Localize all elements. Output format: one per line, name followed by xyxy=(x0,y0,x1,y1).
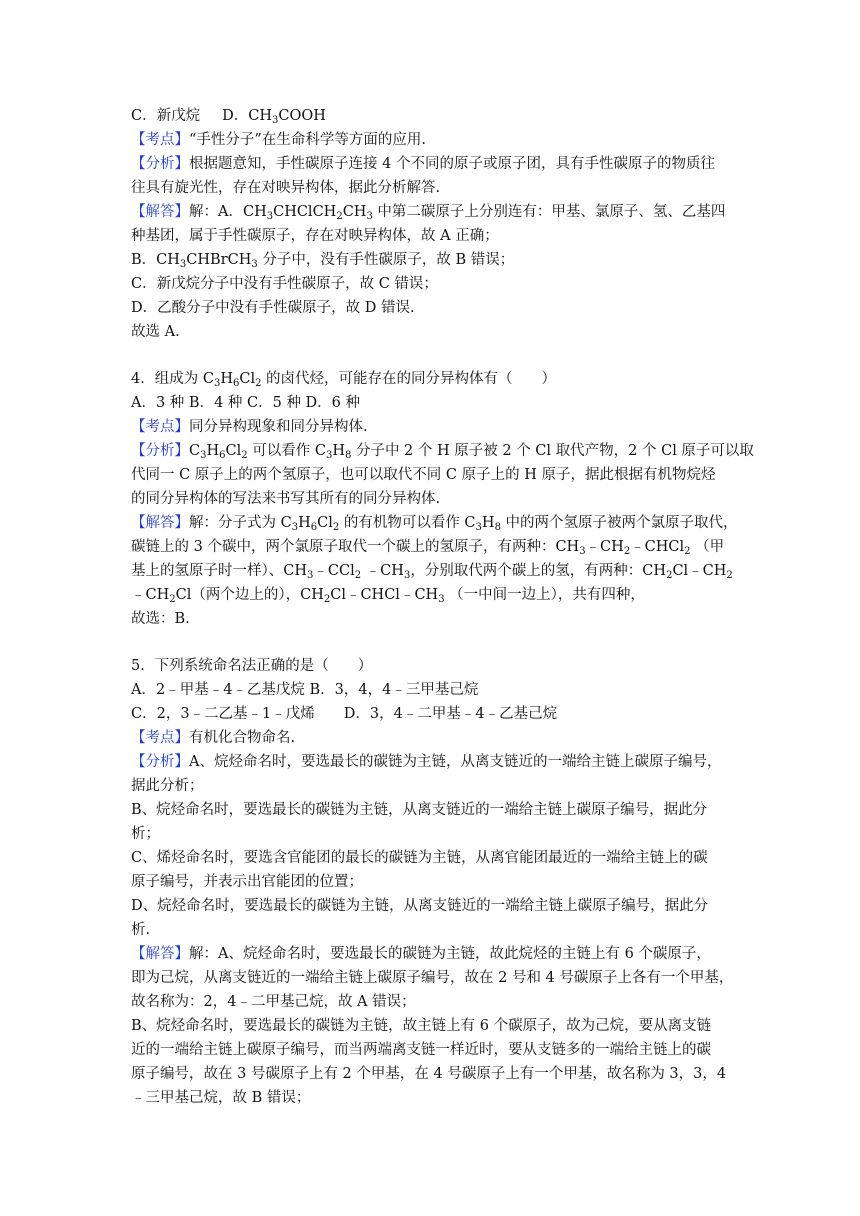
jieda-tag: 【解答】 xyxy=(131,946,189,962)
q4-stem: 4．组成为 $C_3H_6Cl_2$ 的卤代烃，可能存在的同分异构体有（ ） xyxy=(131,371,557,389)
q5-fenxi: 【分析】A、烷烃命名时，要选最长的碳链为主链，从离支链近的一端给主链上碳原子编号， xyxy=(131,754,722,770)
kaodian-tag: 【考点】 xyxy=(131,419,189,435)
q4-options: A．3 种 B．4 种 C．5 种 D．6 种 xyxy=(131,395,361,411)
q3-jieda-line: D．乙酸分子中没有手性碳原子，故 D 错误. xyxy=(131,300,415,316)
kaodian-tag: 【考点】 xyxy=(131,730,189,746)
q3-fenxi-cont: 往具有旋光性，存在对映异构体，据此分析解答. xyxy=(131,180,441,196)
q3-fenxi: 【分析】根据题意知，手性碳原子连接 4 个不同的原子或原子团，具有手性碳原子的物质往 xyxy=(131,156,715,172)
q4-jieda: 【解答】解：分子式为 $C_3H_6Cl_2$ 的有机物可以看作 $C_3H_8$ 中的两个氢原子被两个氯原子取代， xyxy=(131,515,738,533)
jieda-tag: 【解答】 xyxy=(131,515,189,531)
q5-jieda-line: 即为己烷，从离支链近的一端给主链上碳原子编号，故在 2 号和 4 号碳原子上各有一个甲基， xyxy=(131,970,734,986)
q5-fenxi-line: 析. xyxy=(131,922,151,938)
q5-jieda-line: 故名称为：2，4﹣二甲基己烷，故 A 错误； xyxy=(131,994,416,1010)
fenxi-tag: 【分析】 xyxy=(131,156,189,172)
fenxi-tag: 【分析】 xyxy=(131,754,189,770)
q4-fenxi-line: 代同一 C 原子上的两个氢原子，也可以取代不同 C 原子上的 H 原子，据此根据有机物烷烃 xyxy=(131,467,716,483)
q4-jieda-line: $﹣CH_2Cl$（两个边上的），$CH_2Cl﹣CHCl﹣CH_3$ （一中间一边上），共有四种， xyxy=(131,587,645,605)
q4-jieda-line: 基上的氢原子时一样）、$CH_3﹣CCl_2$ $﹣CH_3$，分别取代两个碳上的氢，有两种：$CH_2Cl﹣CH_2$ xyxy=(131,563,733,581)
q4-jieda-line: 碳链上的 3 个碳中，两个氯原子取代一个碳上的氢原子，有两种：$CH_3﹣CH_2﹣CHCl_2$ （甲 xyxy=(131,539,725,557)
q5-fenxi-line: B、烷烃命名时，要选最长的碳链为主链，从离支链近的一端给主链上碳原子编号，据此分 xyxy=(131,802,708,818)
q3-jieda-line: 故选 A. xyxy=(131,324,180,340)
q5-jieda-line: 近的一端给主链上碳原子编号，而当两端离支链一样近时，要从支链多的一端给主链上的碳 xyxy=(131,1042,711,1058)
q5-jieda-line: ﹣三甲基己烷，故 B 错误； xyxy=(131,1090,311,1106)
q4-fenxi-line: 的同分异构体的写法来书写其所有的同分异构体. xyxy=(131,491,441,507)
q5-jieda: 【解答】解：A、烷烃命名时，要选最长的碳链为主链，故此烷烃的主链上有 6 个碳原子， xyxy=(131,946,711,962)
q3-jieda-line: B．$CH_3CHBrCH_3$ 分子中，没有手性碳原子，故 B 错误； xyxy=(131,252,515,270)
q5-jieda-line: B、烷烃命名时，要选最长的碳链为主链，故主链上有 6 个碳原子，故为己烷，要从离支链 xyxy=(131,1018,712,1034)
q5-fenxi-line: C、烯烃命名时，要选含官能团的最长的碳链为主链，从离官能团最近的一端给主链上的碳 xyxy=(131,850,708,866)
q3-kaodian: 【考点】“手性分子”在生命科学等方面的应用. xyxy=(131,132,426,148)
q3-jieda: 【解答】解：A．$CH_3CHClCH_2CH_3$ 中第二碳原子上分别连有：甲基、氯原子、氢、乙基四 xyxy=(131,204,726,222)
q5-fenxi-line: 据此分析； xyxy=(131,778,204,794)
q5-kaodian: 【考点】有机化合物命名. xyxy=(131,730,296,746)
q5-options-ab: A．2﹣甲基﹣4﹣乙基戊烷 B．3，4，4﹣三甲基己烷 xyxy=(131,682,479,698)
jieda-tag: 【解答】 xyxy=(131,204,189,220)
q4-kaodian: 【考点】同分异构现象和同分异构体. xyxy=(131,419,368,435)
q5-fenxi-line: 析； xyxy=(131,826,160,842)
q5-options-cd: C．2，3﹣二乙基﹣1﹣戊烯 D．3，4﹣二甲基﹣4﹣乙基己烷 xyxy=(131,706,558,722)
q3-jieda-line: 种基团，属于手性碳原子，存在对映异构体，故 A 正确； xyxy=(131,228,499,244)
q3-options-cd: C．新戊烷 D．$CH_3COOH$ xyxy=(131,108,326,126)
kaodian-tag: 【考点】 xyxy=(131,132,189,148)
q3-jieda-line: C．新戊烷分子中没有手性碳原子，故 C 错误； xyxy=(131,276,438,292)
q5-fenxi-line: 原子编号，并表示出官能团的位置； xyxy=(131,874,363,890)
fenxi-tag: 【分析】 xyxy=(131,443,189,459)
q4-fenxi: 【分析】$C_3H_6Cl_2$ 可以看作 $C_3H_8$ 分子中 2 个 H 原子被 2 个 Cl 取代产物，2 个 Cl 原子可以取 xyxy=(131,443,754,461)
q5-fenxi-line: D、烷烃命名时，要选最长的碳链为主链，从离支链近的一端给主链上碳原子编号，据此分 xyxy=(131,898,709,914)
q5-stem: 5．下列系统命名法正确的是（ ） xyxy=(131,658,373,674)
q5-jieda-line: 原子编号，故在 3 号碳原子上有 2 个甲基，在 4 号碳原子上有一个甲基，故名称为 3，3，4 xyxy=(131,1066,727,1082)
q4-jieda-line: 故选：B. xyxy=(131,611,190,627)
